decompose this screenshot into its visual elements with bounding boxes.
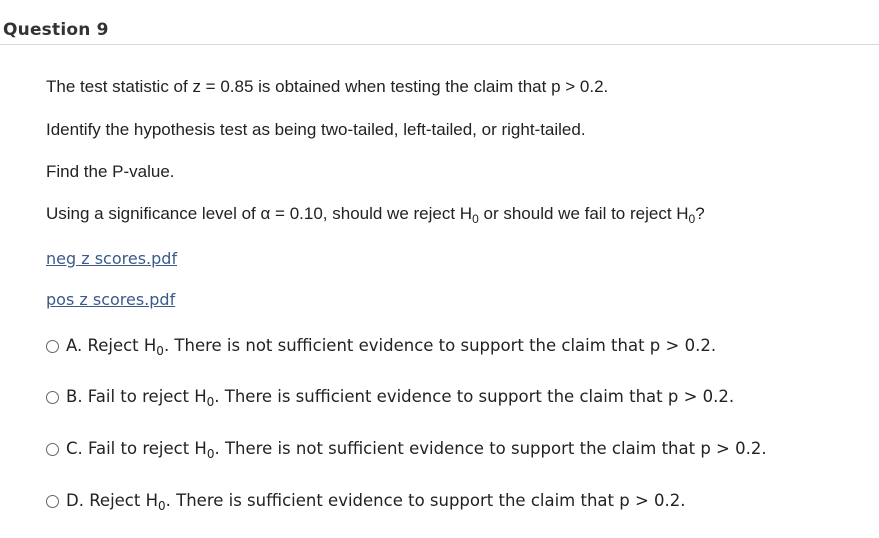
choice-b-subscript: 0 [206, 395, 215, 409]
radio-b[interactable] [46, 391, 59, 404]
question-title: Question 9 [3, 20, 109, 40]
choice-a-prefix: A. Reject H [66, 336, 157, 355]
link-neg-z-scores[interactable]: neg z scores.pdf [46, 249, 178, 268]
choice-a-label [66, 336, 717, 358]
stem-subscript-1: 0 [472, 212, 479, 226]
radio-a[interactable] [46, 340, 59, 353]
radio-d[interactable] [46, 495, 59, 508]
stem-subscript-2: 0 [688, 212, 696, 226]
link-pos-z-scores[interactable]: pos z scores.pdf [46, 290, 176, 309]
choice-c-prefix: C. Fail to reject H [66, 439, 207, 458]
choice-b-label [66, 387, 735, 409]
stem-significance-part1: Using a significance level of α = 0.10, should we reject H [46, 204, 473, 223]
choice-d-subscript: 0 [158, 499, 166, 513]
choice-d-suffix: . There is sufficient evidence to support the claim that p > 0.2. [165, 491, 686, 510]
choice-c-label [66, 439, 767, 461]
radio-c[interactable] [46, 443, 59, 456]
stem-line-significance [46, 204, 705, 224]
stem-line-claim: The test statistic of z = 0.85 is obtained when testing the claim that p > 0.2. [46, 77, 609, 96]
stem-significance-part3: ? [695, 204, 705, 223]
stem-line-pvalue: Find the P-value. [46, 162, 175, 181]
choice-a-suffix: . There is not sufficient evidence to support the claim that p > 0.2. [163, 336, 717, 355]
choice-c-subscript: 0 [206, 447, 215, 461]
choice-c-suffix: . There is not sufficient evidence to support the claim that p > 0.2. [214, 439, 767, 458]
stem-line-identify: Identify the hypothesis test as being two-tailed, left-tailed, or right-tailed. [46, 120, 586, 139]
choice-a-subscript: 0 [156, 344, 164, 358]
choice-b-suffix: . There is sufficient evidence to support the claim that p > 0.2. [214, 387, 735, 406]
choice-b-prefix: B. Fail to reject H [66, 387, 207, 406]
stem-significance-part2: or should we fail to reject H [478, 204, 689, 223]
choice-d-prefix: D. Reject H [66, 491, 158, 510]
question-header [0, 0, 879, 45]
choice-d-label [66, 491, 686, 513]
